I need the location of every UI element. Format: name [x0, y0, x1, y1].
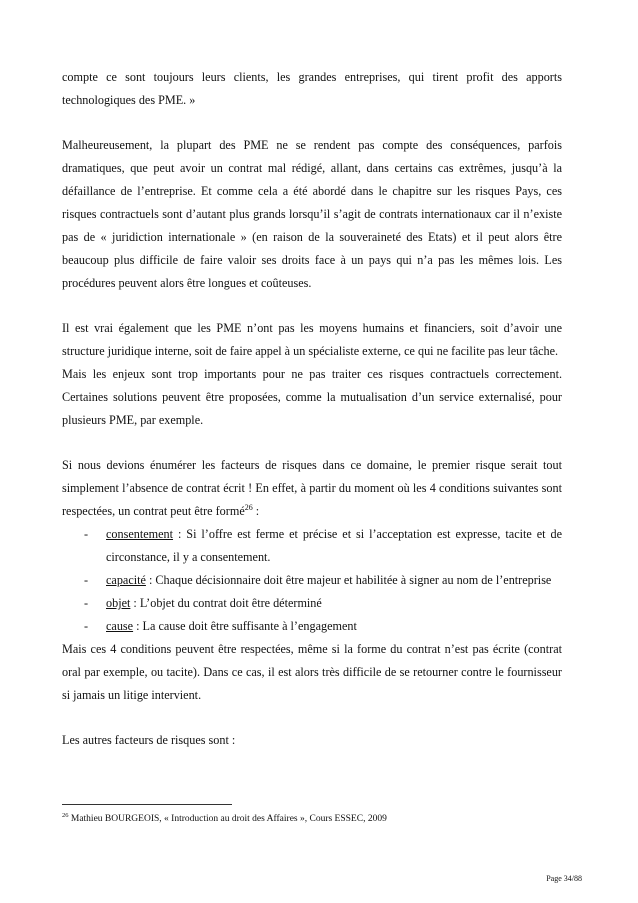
paragraph-1: compte ce sont toujours leurs clients, les grandes entreprises, qui tirent profit des apports technologiques des PME. » — [62, 70, 562, 107]
page-body — [62, 66, 562, 752]
list-item — [62, 615, 562, 638]
condition-term: cause — [106, 619, 134, 633]
paragraph-5 — [62, 454, 562, 523]
footnote-ref[interactable]: 26 — [244, 503, 253, 512]
condition-text: : Si l’offre est ferme et précise et si l’acceptation est expresse, tacite et de circonstance, il y a consentement. — [106, 527, 562, 564]
condition-text: : L’objet du contrat doit être déterminé — [130, 596, 322, 610]
conditions-list — [62, 523, 562, 638]
condition-term: capacité — [106, 573, 146, 587]
footnote-number: 26 — [62, 812, 69, 819]
paragraph-2: Malheureusement, la plupart des PME ne se rendent pas compte des conséquences, parfois dramatiques, que peut avoir un contrat mal rédigé, allant, dans certains cas extrêmes, jusqu’à la défaillance de l’entreprise. Et comme cela a été abordé dans le chapitre sur les risques Pays, ces risques contractuels sont d’autant plus grands lorsqu’il s’agit de contrats internationaux car il n’existe pas de « juridiction internationale » (en raison de la souveraineté des Etats) et il peut alors être beaucoup plus difficile de faire valoir ses droits face à un pays qui n’a pas les mêmes lois. Les procédures peuvent alors être longues et coûteuses. — [62, 138, 562, 290]
dash-bullet: - — [84, 573, 89, 587]
condition-term: objet — [106, 596, 131, 610]
list-item — [62, 592, 562, 615]
footnote-text: Mathieu BOURGEOIS, « Introduction au droit des Affaires », Cours ESSEC, 2009 — [68, 814, 387, 824]
dash-bullet: - — [84, 596, 89, 610]
dash-bullet: - — [84, 527, 89, 541]
footnote-separator — [62, 804, 232, 805]
paragraph-5-end: : — [252, 504, 260, 518]
paragraph-4: Mais les enjeux sont trop importants pour ne pas traiter ces risques contractuels correctement. Certaines solutions peuvent être proposées, comme la mutualisation d’un service externalisé, pour plusieurs PME, par exemple. — [62, 367, 562, 427]
paragraph-7: Les autres facteurs de risques sont : — [62, 733, 236, 747]
paragraph-6: Mais ces 4 conditions peuvent être respectées, même si la forme du contrat n’est pas écrite (contrat oral par exemple, ou tacite). Dans ce cas, il est alors très difficile de se retourner contre le fournisseur si jamais un litige intervient. — [62, 642, 562, 702]
condition-text: : Chaque décisionnaire doit être majeur et habilitée à signer au nom de l’entreprise — [145, 573, 552, 587]
condition-text: : La cause doit être suffisante à l’engagement — [133, 619, 357, 633]
page-number: Page 34/88 — [546, 874, 582, 883]
list-item — [62, 523, 562, 569]
dash-bullet: - — [84, 619, 89, 633]
footnote — [62, 812, 387, 826]
list-item — [62, 569, 562, 592]
paragraph-3: Il est vrai également que les PME n’ont pas les moyens humains et financiers, soit d’avoir une structure juridique interne, soit de faire appel à un spécialiste externe, ce qui ne facilite pas leur tâche. — [62, 321, 562, 358]
condition-term: consentement — [106, 527, 174, 541]
paragraph-5-text: Si nous devions énumérer les facteurs de risques dans ce domaine, le premier risque serait tout simplement l’absence de contrat écrit ! En effet, à partir du moment où les 4 conditions suivantes sont respectées, un contrat peut être formé — [62, 458, 562, 518]
